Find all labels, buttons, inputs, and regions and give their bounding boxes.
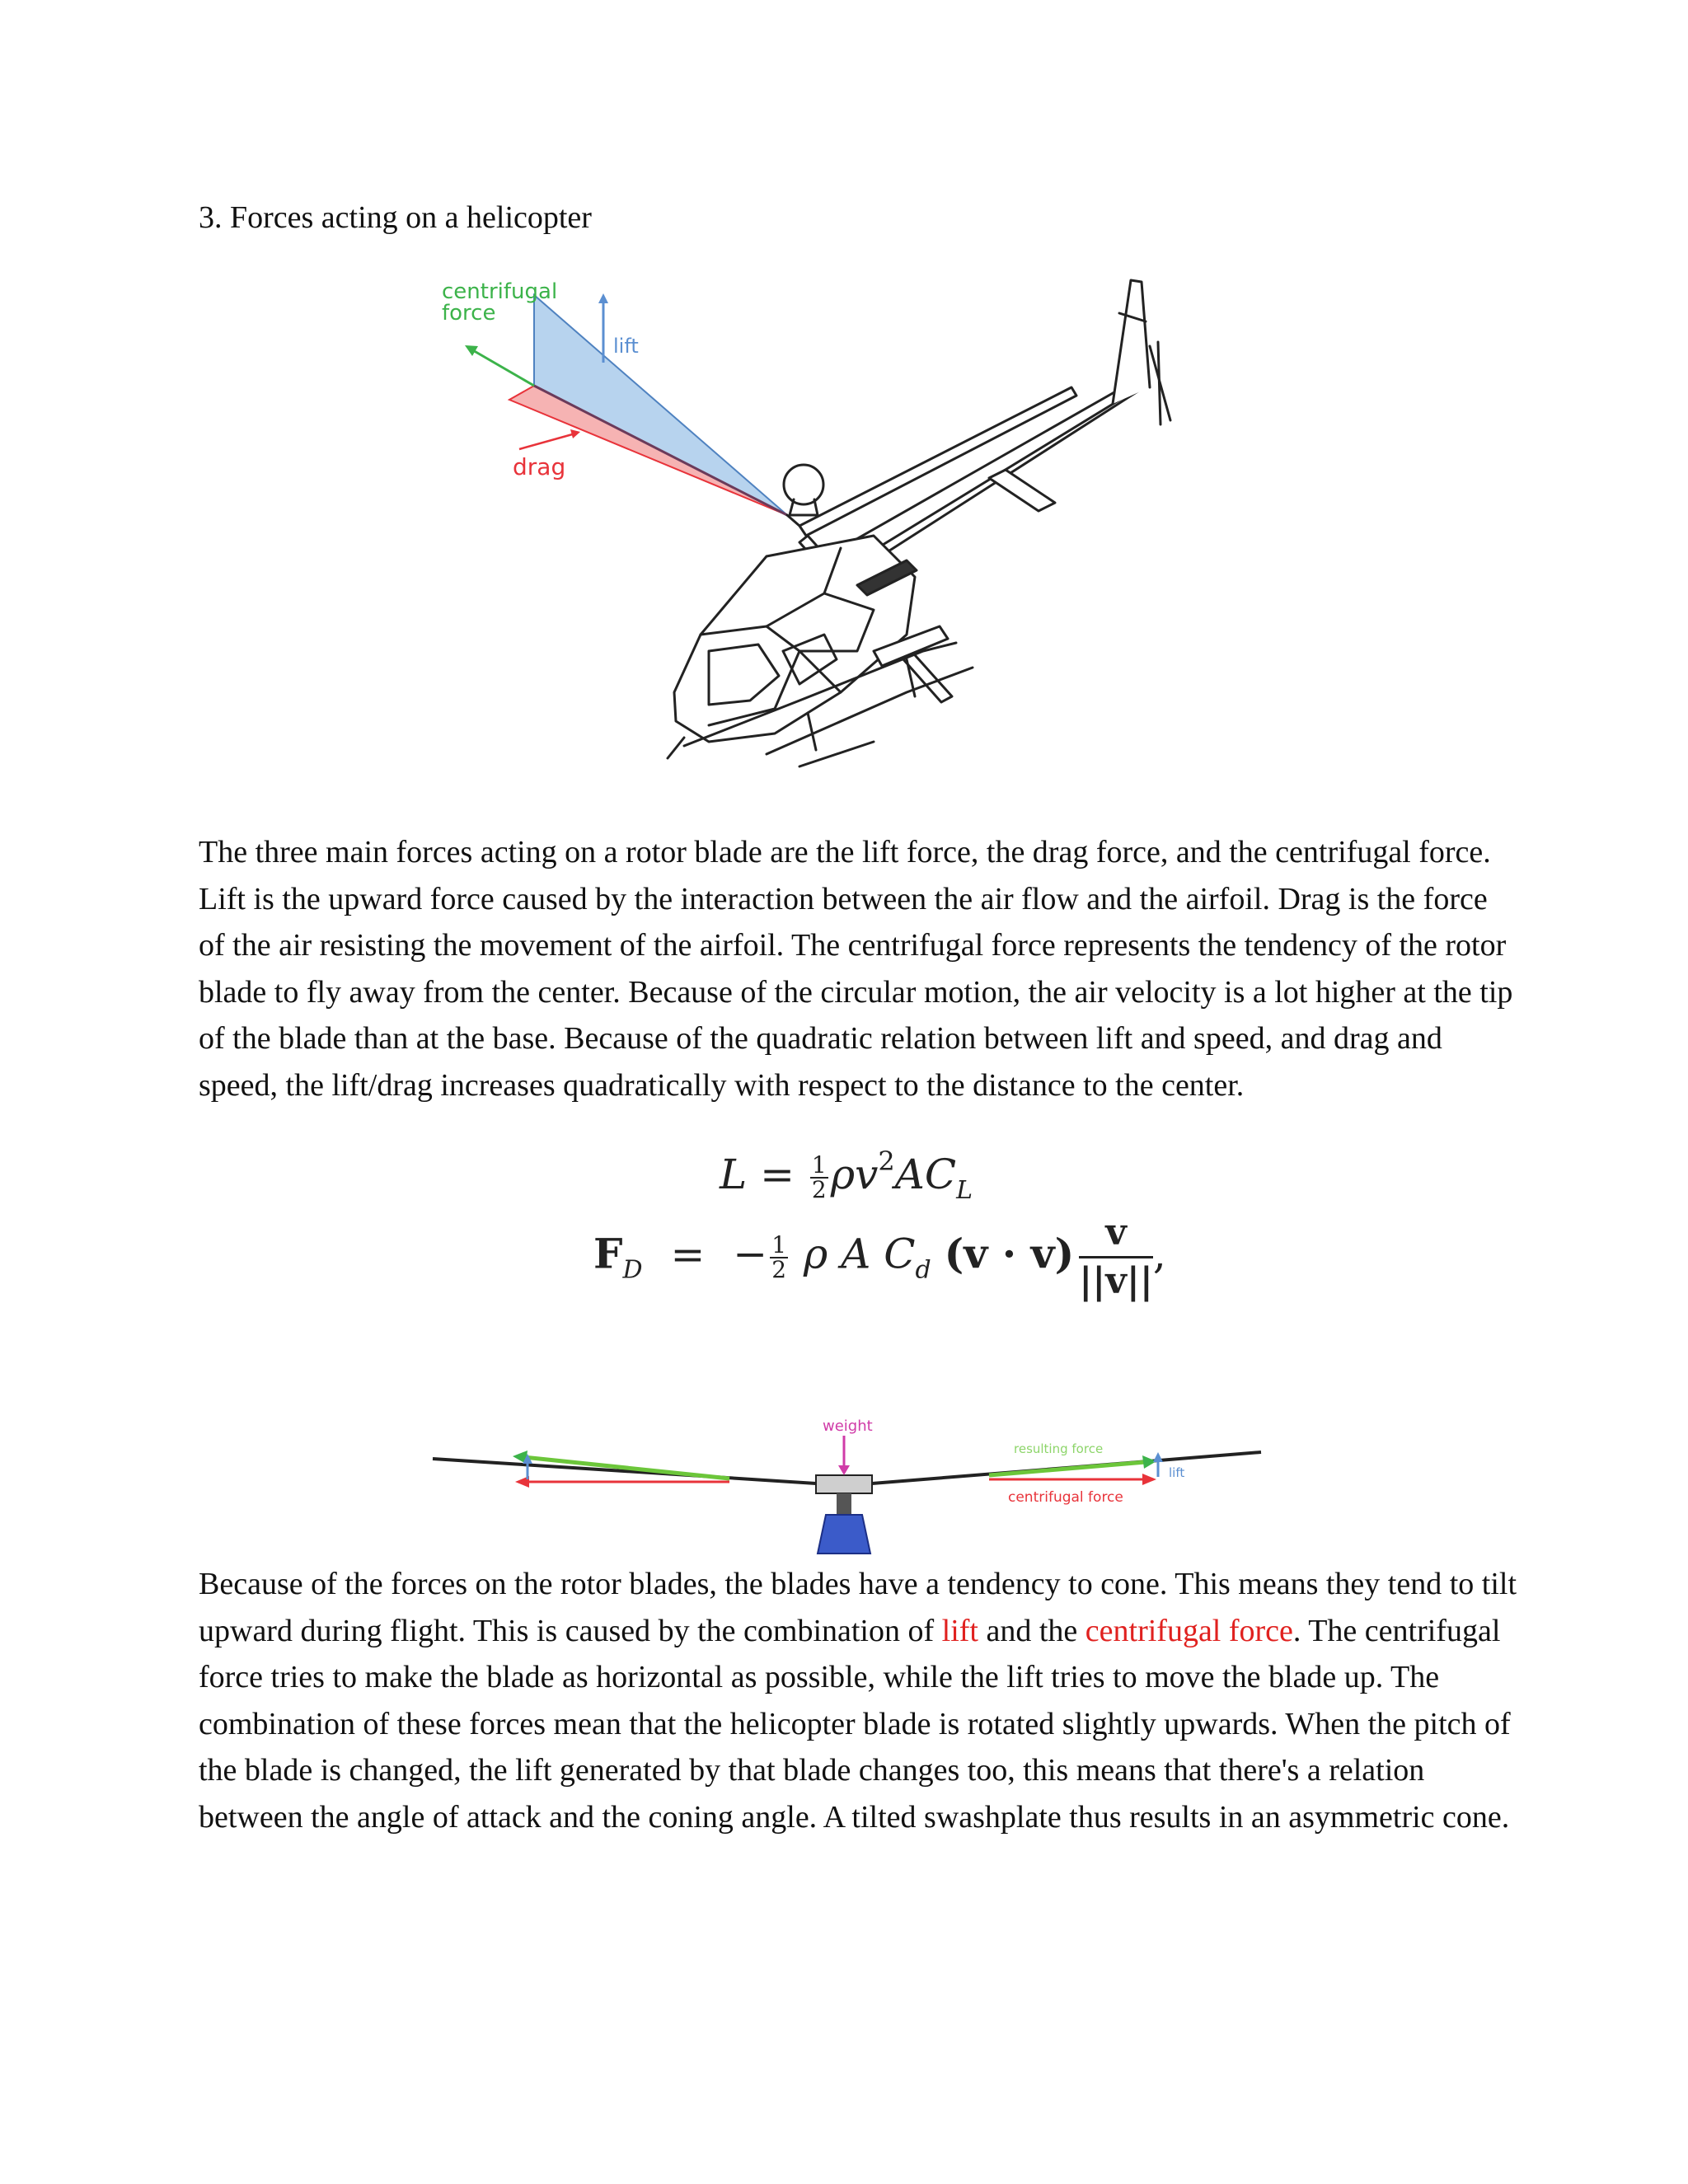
paragraph-coning (199, 1561, 1517, 1840)
drag-eq-dot-product: (v · v) (944, 1229, 1075, 1278)
centrifugal-label-line1: centrifugal (442, 279, 558, 304)
lift-eq-v: v (855, 1151, 879, 1198)
centrifugal-force-highlight: centrifugal force (1085, 1613, 1293, 1648)
drag-eq-half: $\frac{1}{2}$ (771, 1230, 787, 1283)
lift-eq-equals: = (760, 1151, 795, 1198)
coning-text-part3: . The centrifugal force tries to make the blade as horizontal as possible, while the lift tries to move the blade up. The combination of these forces mean that the helicopter blade is rotated slightly upwards. When the pitch of the blade is changed, the lift generated by that blade changes too, this means that there's a relation between the angle of attack and the coning angle. A tilted swashplate thus results in an asymmetric cone. (199, 1613, 1511, 1835)
resulting-force-label: resulting force (1014, 1441, 1104, 1456)
drag-eq-comma: , (1152, 1230, 1166, 1278)
lift-equation (720, 1146, 973, 1205)
lift-eq-square: 2 (878, 1146, 895, 1177)
drag-eq-lhs-sub: D (622, 1255, 643, 1285)
lift-eq-coeff: C (924, 1151, 957, 1198)
centrifugal-label-line2: force (442, 301, 496, 326)
right-resulting-force (989, 1462, 1146, 1475)
rotor-mast (837, 1493, 851, 1515)
drag-eq-lhs: F (593, 1229, 623, 1278)
coning-text-part1: Because of the forces on the rotor blades, the blades have a tendency to cone. This means they tend to tilt upward during flight. This is caused by the combination of (199, 1567, 1517, 1648)
lift-eq-rho: ρ (830, 1151, 856, 1198)
coning-text-part2: and the (978, 1613, 1085, 1648)
drag-eq-equals: = (670, 1230, 706, 1278)
centrifugal-force-label: centrifugal force (1008, 1489, 1123, 1506)
section-heading: 3. Forces acting on a helicopter (199, 200, 592, 235)
drag-eq-minus: − (733, 1230, 768, 1278)
drag-equation (593, 1210, 1166, 1305)
lift-eq-half: $\frac{1}{2}$ (811, 1151, 827, 1203)
lift-label: lift (613, 335, 639, 358)
drag-label: drag (513, 453, 566, 480)
drag-eq-unit-vector: $\frac{v}{||v||}$ (1079, 1212, 1153, 1302)
centrifugal-force-arrow (471, 349, 534, 386)
helicopter-drawing (668, 280, 1170, 766)
equations-block (560, 1146, 1166, 1302)
rotor-coning-figure (420, 1401, 1269, 1558)
lift-eq-coeff-sub: L (956, 1176, 973, 1205)
rotor-hub (816, 1475, 872, 1493)
drag-pointer-arrow (519, 434, 575, 449)
lift-eq-lhs: L (720, 1151, 748, 1198)
paragraph-forces-intro: The three main forces acting on a rotor blade are the lift force, the drag force, and the centrifugal force. Lift is the upward force caused by the interaction between the air flow and the airfoil. Drag is the force of the air resisting the movement of the airfoil. The centrifugal force represents the tendency of the rotor blade to fly away from the center. Because of the circular motion, the air velocity is a lot higher at the tip of the blade than at the base. Because of the quadratic relation between lift and speed, and drag and speed, the lift/drag increases quadratically with respect to the distance to the center. (199, 835, 1513, 1103)
left-rotor-blade (433, 1459, 816, 1483)
fuselage-block (818, 1515, 870, 1554)
drag-eq-body: ρ A C (803, 1230, 916, 1278)
drag-eq-body-sub: d (915, 1255, 931, 1285)
lift-highlight: lift (941, 1613, 978, 1648)
lift-eq-area: A (894, 1151, 925, 1198)
weight-label: weight (823, 1418, 873, 1435)
helicopter-forces-figure (412, 264, 1203, 799)
lift-label-2: lift (1169, 1465, 1185, 1480)
